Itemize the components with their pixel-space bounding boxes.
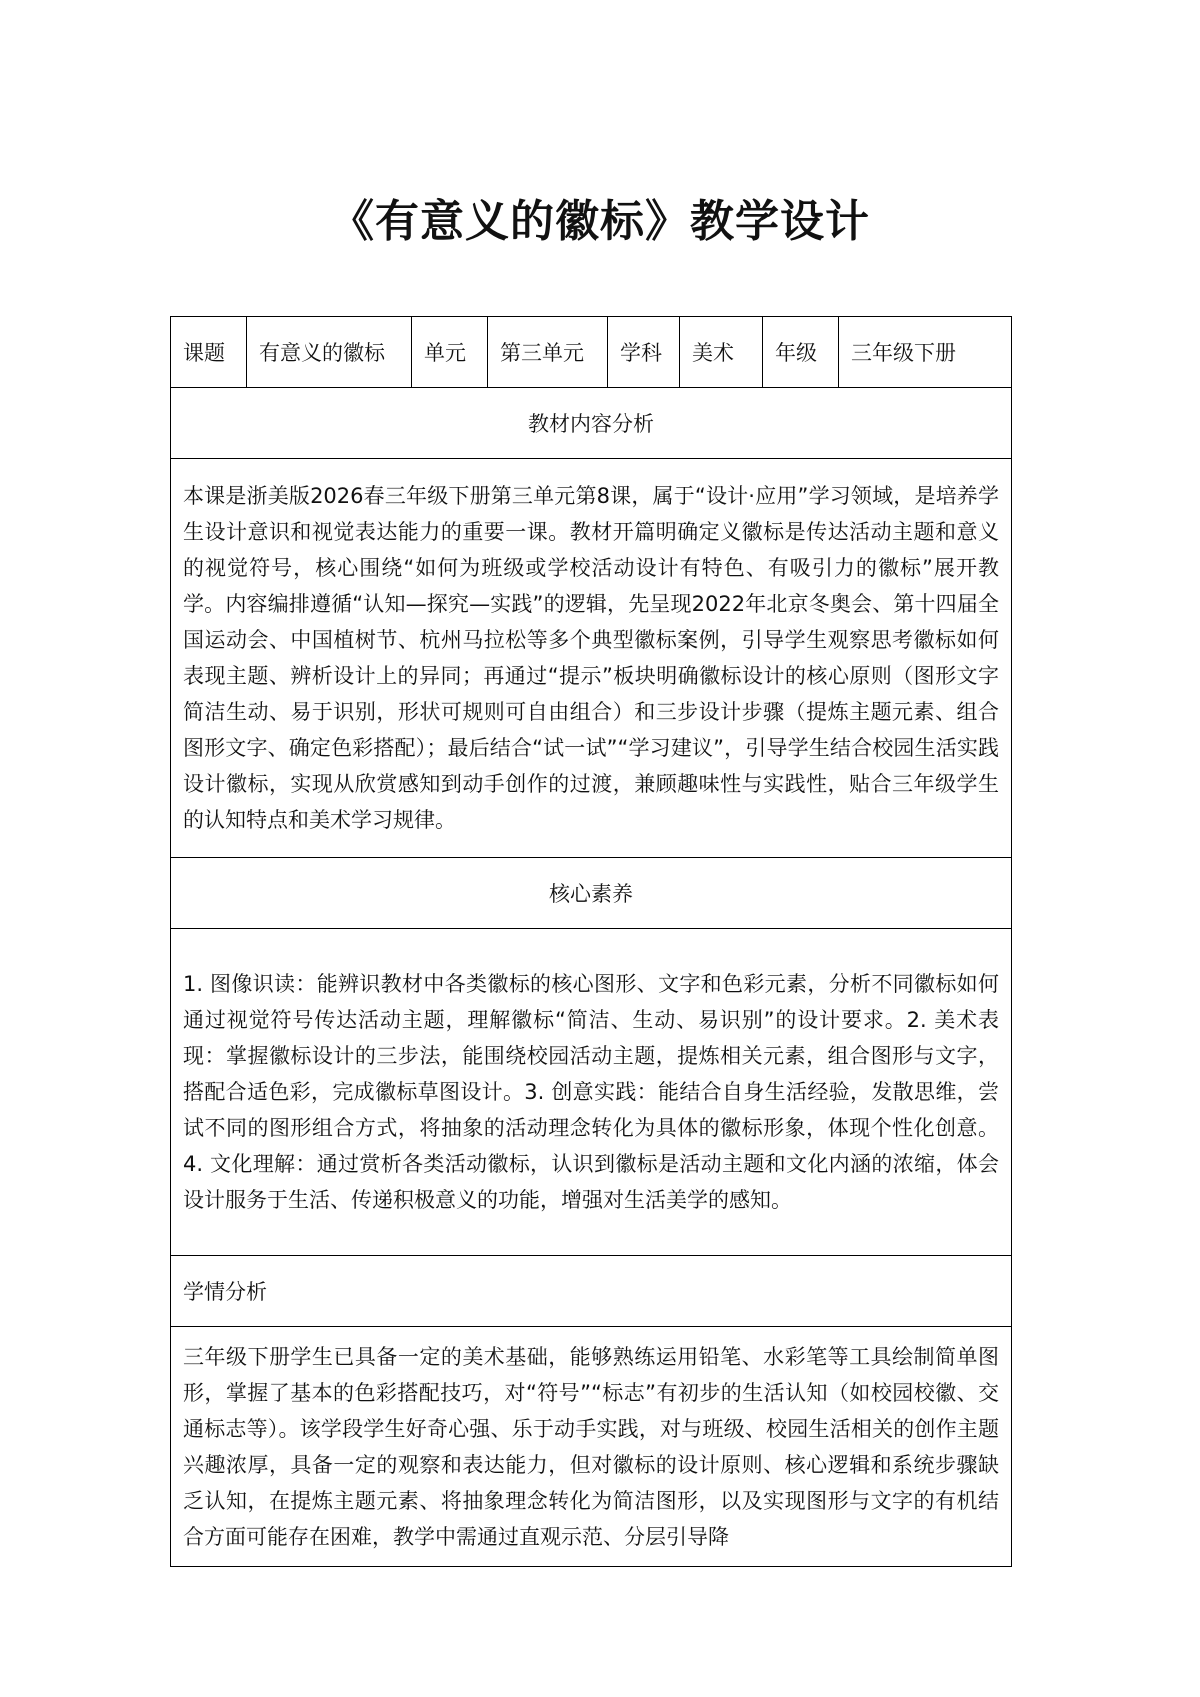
lesson-plan-table <box>170 316 1012 1567</box>
student-heading-row <box>171 1256 1012 1327</box>
meta-row <box>171 317 1012 388</box>
student-text-row <box>171 1327 1012 1567</box>
material-heading: 教材内容分析 <box>171 388 1012 459</box>
unit-value: 第三单元 <box>488 317 608 388</box>
material-text-row <box>171 459 1012 858</box>
core-heading: 核心素养 <box>171 858 1012 929</box>
subject-value: 美术 <box>680 317 763 388</box>
topic-value: 有意义的徽标 <box>247 317 412 388</box>
core-text-row <box>171 929 1012 1256</box>
core-heading-row <box>171 858 1012 929</box>
document-title: 《有意义的徽标》教学设计 <box>330 196 870 247</box>
material-heading-row <box>171 388 1012 459</box>
grade-label: 年级 <box>763 317 839 388</box>
unit-label: 单元 <box>412 317 488 388</box>
grade-value: 三年级下册 <box>839 317 1012 388</box>
material-text: 本课是浙美版2026春三年级下册第三单元第8课，属于“设计·应用”学习领域，是培养学生设计意识和视觉表达能力的重要一课。教材开篇明确定义徽标是传达活动主题和意义的视觉符号，核心围绕“如何为班级或学校活动设计有特色、有吸引力的徽标”展开教学。内容编排遵循“认知—探究—实践”的逻辑，先呈现2022年北京冬奥会、第十四届全国运动会、中国植树节、杭州马拉松等多个典型徽标案例，引导学生观察思考徽标如何表现主题、辨析设计上的异同；再通过“提示”板块明确徽标设计的核心原则（图形文字简洁生动、易于识别，形状可规则可自由组合）和三步设计步骤（提炼主题元素、组合图形文字、确定色彩搭配）；最后结合“试一试”“学习建议”，引导学生结合校园生活实践设计徽标，实现从欣赏感知到动手创作的过渡，兼顾趣味性与实践性，贴合三年级学生的认知特点和美术学习规律。 <box>171 459 1012 858</box>
core-text: 1. 图像识读：能辨识教材中各类徽标的核心图形、文字和色彩元素，分析不同徽标如何通过视觉符号传达活动主题，理解徽标“简洁、生动、易识别”的设计要求。2. 美术表现：掌握徽标设计的三步法，能围绕校园活动主题，提炼相关元素，组合图形与文字，搭配合适色彩，完成徽标草图设计。3. 创意实践：能结合自身生活经验，发散思维，尝试不同的图形组合方式，将抽象的活动理念转化为具体的徽标形象，体现个性化创意。4. 文化理解：通过赏析各类活动徽标，认识到徽标是活动主题和文化内涵的浓缩，体会设计服务于生活、传递积极意义的功能，增强对生活美学的感知。 <box>171 929 1012 1256</box>
topic-label: 课题 <box>171 317 247 388</box>
subject-label: 学科 <box>608 317 680 388</box>
student-text: 三年级下册学生已具备一定的美术基础，能够熟练运用铅笔、水彩笔等工具绘制简单图形，掌握了基本的色彩搭配技巧，对“符号”“标志”有初步的生活认知（如校园校徽、交通标志等）。该学段学生好奇心强、乐于动手实践，对与班级、校园生活相关的创作主题兴趣浓厚，具备一定的观察和表达能力，但对徽标的设计原则、核心逻辑和系统步骤缺乏认知，在提炼主题元素、将抽象理念转化为简洁图形，以及实现图形与文字的有机结合方面可能存在困难，教学中需通过直观示范、分层引导降 <box>171 1327 1012 1567</box>
student-heading: 学情分析 <box>171 1256 1012 1327</box>
